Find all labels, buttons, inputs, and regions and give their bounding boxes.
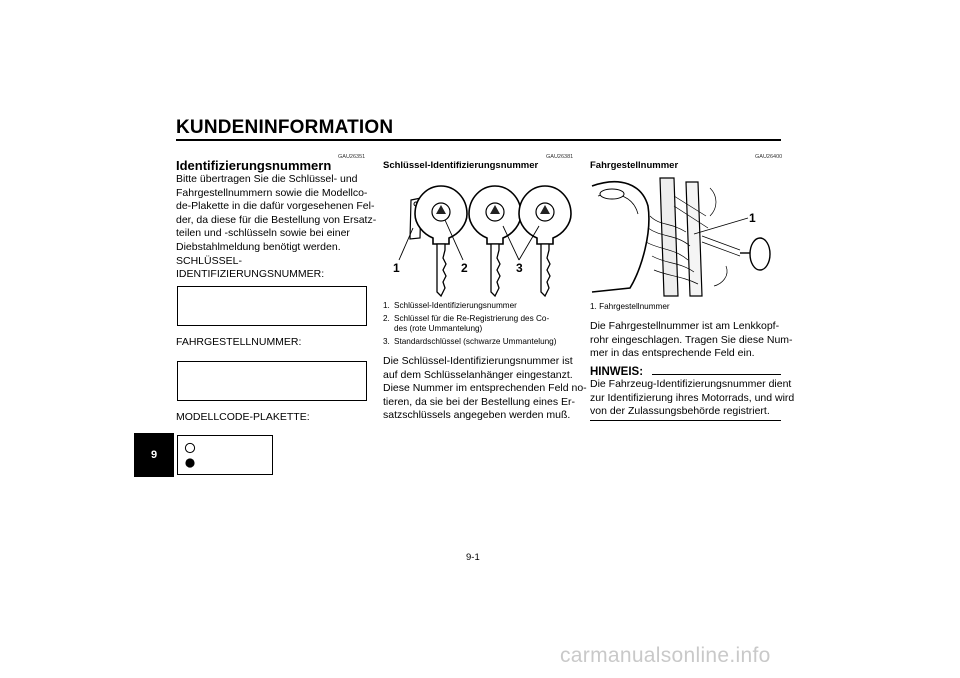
note-bottom-rule <box>590 420 781 421</box>
text-line: satzschlüssels angegeben werden muß. <box>383 409 571 422</box>
key-1 <box>415 186 467 296</box>
leader-line-1 <box>399 228 413 260</box>
frame-illustration <box>590 176 780 298</box>
note-title: HINWEIS: <box>590 366 644 378</box>
text-line: teilen und -schlüsseln sowie bei einer <box>176 227 350 240</box>
text-line: Die Fahrgestellnummer ist am Lenkkopf- <box>590 320 780 332</box>
frame-paragraph <box>590 320 793 361</box>
key-legend <box>383 301 556 347</box>
text-line: Die Schlüssel-Identifizierungsnummer ist <box>383 355 573 367</box>
text-line: Die Fahrzeug-Identifizierungsnummer dient <box>590 378 792 390</box>
frame-callout-1: 1 <box>749 211 756 225</box>
title-rule <box>176 139 781 141</box>
section-code: GAU26351 <box>338 154 366 160</box>
frame-number-box[interactable] <box>177 361 367 401</box>
key-number-box[interactable] <box>177 286 367 326</box>
text-line: Bitte übertragen Sie die Schlüssel- und <box>176 173 358 185</box>
section-code: GAU26381 <box>546 154 574 160</box>
plate-circles-icon <box>178 436 274 476</box>
legend-text: Schlüssel für die Re-Registrierung des Co- <box>394 313 550 323</box>
key-paragraph <box>383 355 587 423</box>
keys-illustration <box>383 178 583 300</box>
legend-num: 2. <box>383 313 390 323</box>
legend-num: 3. <box>383 336 390 346</box>
chapter-tab: 9 <box>134 433 174 477</box>
text-line: de-Plakette in die dafür vorgesehenen Fel- <box>176 200 375 213</box>
text-line: tieren, da sie bei der Bestellung eines Er- <box>383 395 576 408</box>
frame-leader-line <box>694 218 748 234</box>
callout-3: 3 <box>516 261 523 275</box>
key-2 <box>469 186 521 296</box>
intro-paragraph <box>176 173 376 282</box>
legend-text: des (rote Ummantelung) <box>394 324 483 333</box>
page-number: 9-1 <box>466 552 480 563</box>
text-line: der, da diese für die Bestellung von Ersatz- <box>176 213 377 226</box>
text-line: von der Zulassungsbehörde registriert. <box>590 405 770 418</box>
text-line: Fahrgestellnummern sowie die Modellco- <box>176 186 368 199</box>
callout-2: 2 <box>461 261 468 275</box>
section-heading: Schlüssel-Identifizierungsnummer <box>383 160 539 171</box>
text-line: Diese Nummer im entsprechenden Feld no- <box>383 382 587 395</box>
page-title: KUNDENINFORMATION <box>176 117 394 138</box>
text-line: zur Identifizierung ihres Motorrads, und wird <box>590 391 795 404</box>
key-3 <box>519 186 571 296</box>
callout-1: 1 <box>393 261 400 275</box>
text-line: SCHLÜSSEL- <box>176 254 242 267</box>
legend-text: Standardschlüssel (schwarze Ummantelung) <box>394 336 557 346</box>
note-title-rule <box>652 374 781 375</box>
text-line: Diebstahlmeldung benötigt werden. <box>176 240 341 253</box>
text-line: rohr eingeschlagen. Tragen Sie diese Num- <box>590 333 793 346</box>
text-line: mer in das entsprechende Feld ein. <box>590 347 755 360</box>
frame-legend: 1. Fahrgestellnummer <box>590 302 670 311</box>
note-paragraph <box>590 378 794 419</box>
model-code-plate-box[interactable] <box>177 435 273 475</box>
text-line: IDENTIFIZIERUNGSNUMMER: <box>176 268 325 281</box>
legend-num: 1. <box>383 301 390 310</box>
section-code: GAU26400 <box>755 154 783 160</box>
legend-text: Schlüssel-Identifizierungsnummer <box>394 301 517 310</box>
section-heading: Identifizierungsnummern <box>176 158 332 173</box>
text-line: auf dem Schlüsselanhänger eingestanzt. <box>383 368 573 381</box>
section-heading: Fahrgestellnummer <box>590 160 679 171</box>
model-plate-label: MODELLCODE-PLAKETTE: <box>176 411 310 423</box>
watermark: carmanualsonline.info <box>560 644 771 667</box>
frame-number-label: FAHRGESTELLNUMMER: <box>176 336 302 348</box>
